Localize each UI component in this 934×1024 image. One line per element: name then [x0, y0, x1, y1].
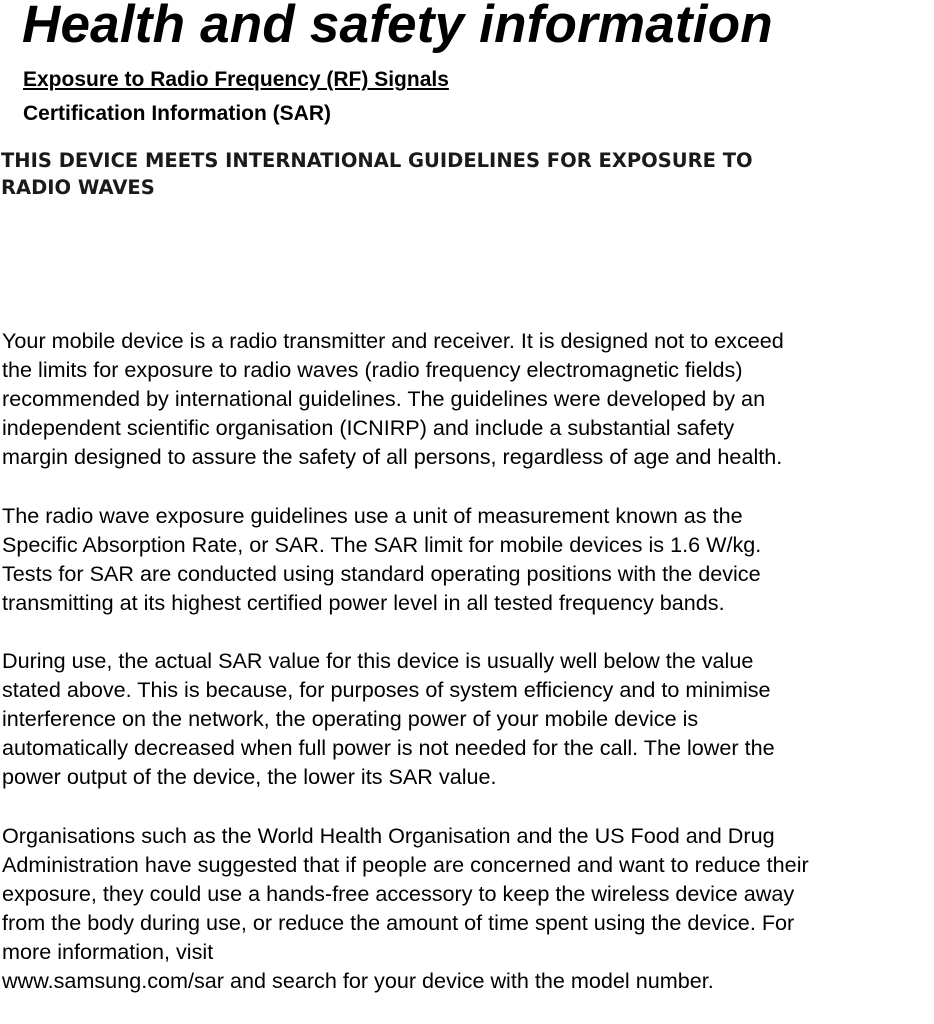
text-line: more information, visit [2, 938, 214, 964]
text-line: transmitting at its highest certified power level in all tested frequency bands. [2, 589, 725, 615]
text-line: independent scientific organisation (ICNIRP) and include a substantial safety [2, 415, 735, 441]
paragraph-transmitter [2, 326, 934, 471]
text-line: interference on the network, the operating power of your mobile device is [2, 706, 699, 732]
text-line: power output of the device, the lower its SAR value. [2, 764, 497, 790]
text-line: stated above. This is because, for purposes of system efficiency and to minimise [2, 677, 771, 703]
text-line: Administration have suggested that if people are concerned and want to reduce their [2, 851, 809, 877]
text-line: from the body during use, or reduce the amount of time spent using the device. For [2, 909, 795, 935]
text-line: margin designed to assure the safety of all persons, regardless of age and health. [2, 444, 783, 470]
guidelines-banner [1, 147, 931, 201]
page-title: Health and safety information [22, 0, 773, 54]
text-line: automatically decreased when full power is not needed for the call. The lower the [2, 735, 775, 761]
body-text [2, 326, 934, 1024]
text-line: Organisations such as the World Health Organisation and the US Food and Drug [2, 822, 775, 848]
text-line: Specific Absorption Rate, or SAR. The SAR limit for mobile devices is 1.6 W/kg. [2, 531, 762, 557]
paragraph-sar-definition [2, 501, 934, 617]
certification-heading: Certification Information (SAR) [23, 102, 331, 125]
text-line: During use, the actual SAR value for this device is usually well below the value [2, 648, 754, 674]
paragraph-actual-sar [2, 646, 934, 791]
text-line: www.samsung.com/sar and search for your device with the model number. [2, 968, 714, 994]
banner-line: THIS DEVICE MEETS INTERNATIONAL GUIDELINES FOR EXPOSURE TO [1, 149, 753, 172]
text-line: the limits for exposure to radio waves (radio frequency electromagnetic fields) [2, 357, 743, 383]
text-line: recommended by international guidelines. The guidelines were developed by an [2, 386, 766, 412]
rf-signals-link[interactable]: Exposure to Radio Frequency (RF) Signals [23, 68, 449, 91]
banner-line: RADIO WAVES [1, 176, 155, 199]
text-line: Tests for SAR are conducted using standard operating positions with the device [2, 560, 761, 586]
text-line: The radio wave exposure guidelines use a unit of measurement known as the [2, 502, 743, 528]
paragraph-organisations [2, 821, 934, 996]
text-line: Your mobile device is a radio transmitter and receiver. It is designed not to exceed [2, 328, 784, 353]
text-line: exposure, they could use a hands-free accessory to keep the wireless device away [2, 880, 795, 906]
